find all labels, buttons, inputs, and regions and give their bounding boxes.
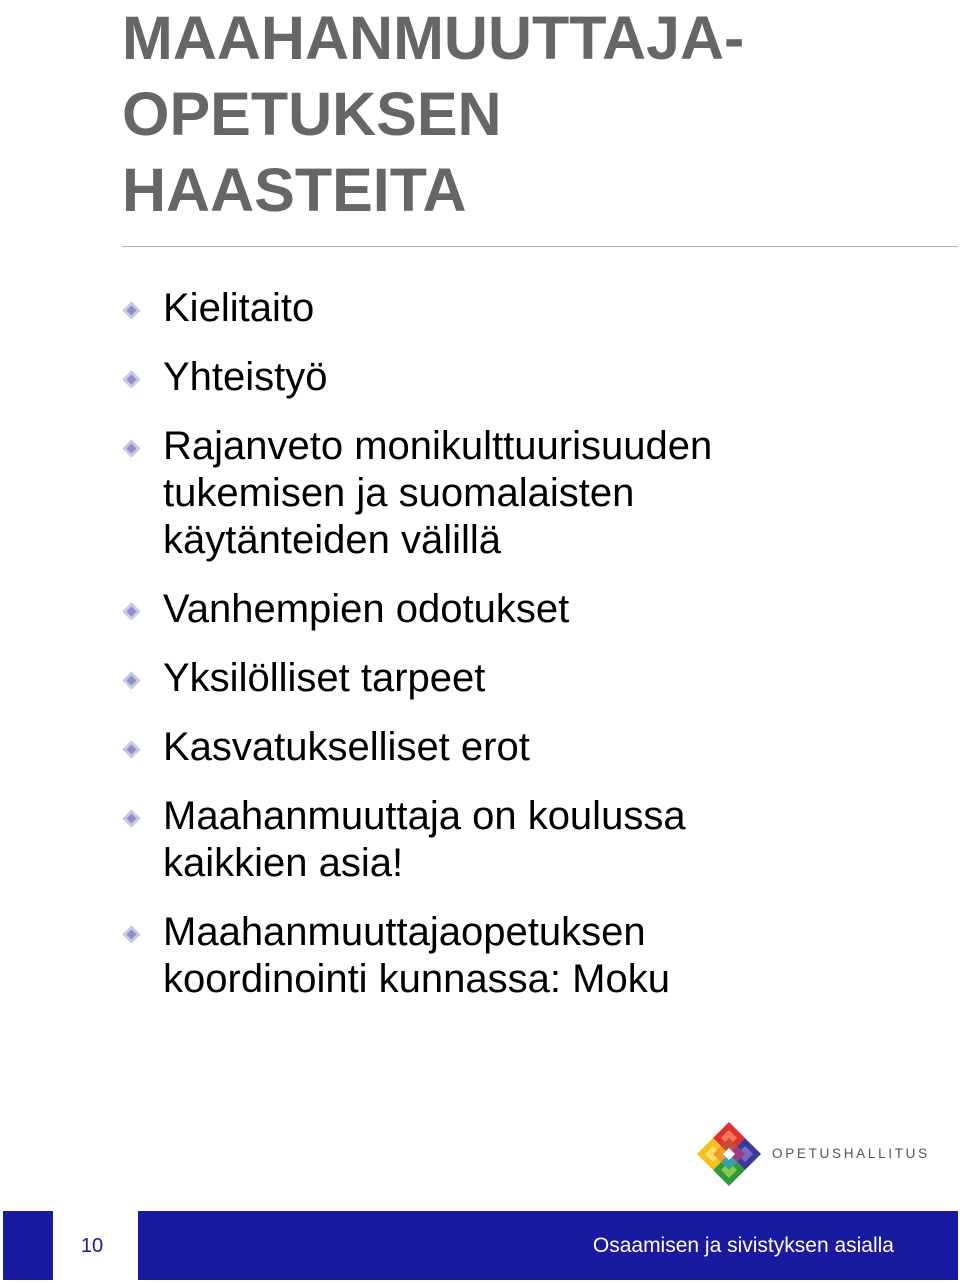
diamond-bullet-icon — [122, 740, 140, 758]
list-item — [122, 285, 922, 332]
footer-tagline: Osaamisen ja sivistyksen asialla — [592, 1234, 894, 1257]
diamond-bullet-icon — [122, 925, 140, 943]
diamond-bullet-icon — [122, 602, 140, 620]
opetushallitus-diamond-logo-icon — [695, 1120, 763, 1188]
bullet-text: Rajanveto monikulttuurisuuden tukemisen ja suomalaisten käytänteiden välillä — [163, 424, 713, 562]
bullet-text: Maahanmuuttaja on koulussa kaikkien asia! — [163, 794, 686, 885]
bullet-list — [122, 285, 922, 1025]
list-item — [122, 354, 922, 401]
list-item — [122, 655, 922, 702]
list-item — [122, 909, 922, 1003]
opetushallitus-logo — [695, 1120, 930, 1190]
slide-title: MAAHANMUUTTAJA- OPETUKSEN HAASTEITA — [122, 4, 745, 224]
list-item — [122, 793, 922, 887]
bullet-text: Kasvatukselliset erot — [163, 725, 530, 769]
diamond-bullet-icon — [122, 301, 140, 319]
diamond-bullet-icon — [122, 809, 140, 827]
page-number: 10 — [80, 1235, 104, 1257]
diamond-bullet-icon — [122, 370, 140, 388]
list-item — [122, 586, 922, 633]
title-divider — [122, 246, 958, 247]
bullet-text: Maahanmuuttajaopetuksen koordinointi kunnassa: Moku — [163, 910, 670, 1001]
diamond-bullet-icon — [122, 439, 140, 457]
list-item — [122, 423, 922, 564]
list-item — [122, 724, 922, 771]
bullet-text: Yksilölliset tarpeet — [163, 656, 486, 700]
logo-wordmark: OPETUSHALLITUS — [772, 1146, 930, 1161]
bullet-text: Vanhempien odotukset — [163, 587, 570, 631]
bullet-text: Yhteistyö — [163, 355, 328, 399]
diamond-bullet-icon — [122, 671, 140, 689]
bullet-text: Kielitaito — [163, 286, 315, 330]
footer-bar — [3, 1211, 958, 1280]
